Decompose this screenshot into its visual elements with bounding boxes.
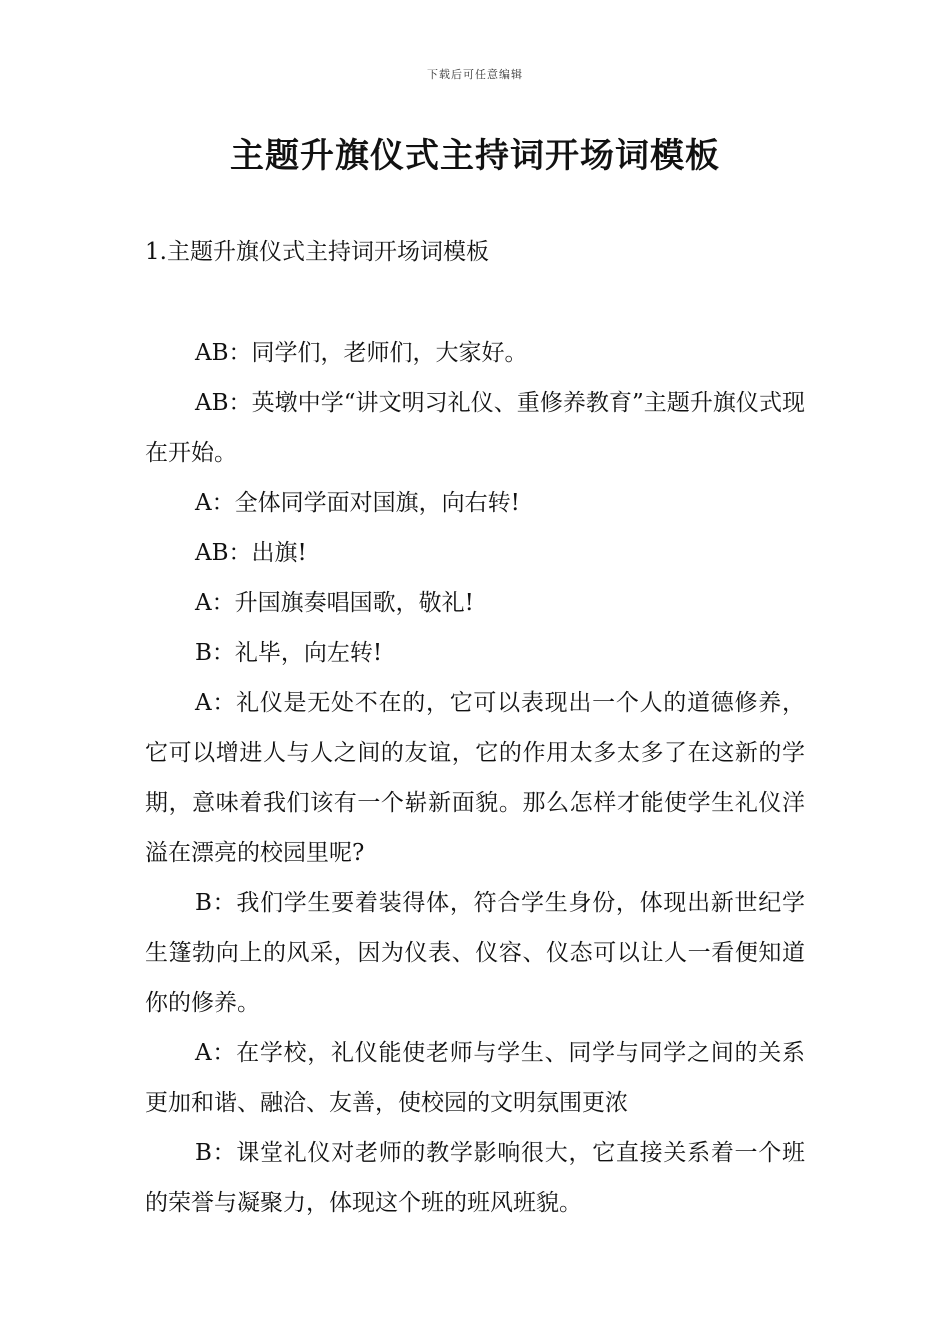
paragraph: B：我们学生要着装得体，符合学生身份，体现出新世纪学生篷勃向上的风采，因为仪表、仪容、仪态可以让人一看便知道你的修养。	[145, 890, 805, 1016]
paragraph: AB：英墩中学“讲文明习礼仪、重修养教育”主题升旗仪式现在开始。	[145, 390, 805, 466]
document-title: 主题升旗仪式主持词开场词模板	[230, 136, 720, 176]
paragraph: A：在学校，礼仪能使老师与学生、同学与同学之间的关系更加和谐、融洽、友善，使校园的文明氛围更浓	[145, 1040, 805, 1116]
paragraph: AB：出旗!	[195, 540, 307, 566]
section-heading: 1.主题升旗仪式主持词开场词模板	[145, 239, 489, 265]
page-header-note: 下载后可任意编辑	[427, 68, 523, 81]
paragraph: AB：同学们，老师们，大家好。	[195, 340, 528, 366]
document-body	[145, 328, 805, 1228]
paragraph: B：课堂礼仪对老师的教学影响很大，它直接关系着一个班的荣誉与凝聚力，体现这个班的班风班貌。	[145, 1140, 805, 1216]
paragraph: A：礼仪是无处不在的，它可以表现出一个人的道德修养，它可以增进人与人之间的友谊，它的作用太多太多了在这新的学期，意味着我们该有一个崭新面貌。那么怎样才能使学生礼仪洋溢在漂亮的校园里呢?	[145, 690, 805, 866]
paragraph: B：礼毕，向左转!	[195, 640, 383, 666]
paragraph: A：全体同学面对国旗，向右转!	[195, 490, 520, 516]
paragraph: A：升国旗奏唱国歌，敬礼!	[195, 590, 474, 616]
